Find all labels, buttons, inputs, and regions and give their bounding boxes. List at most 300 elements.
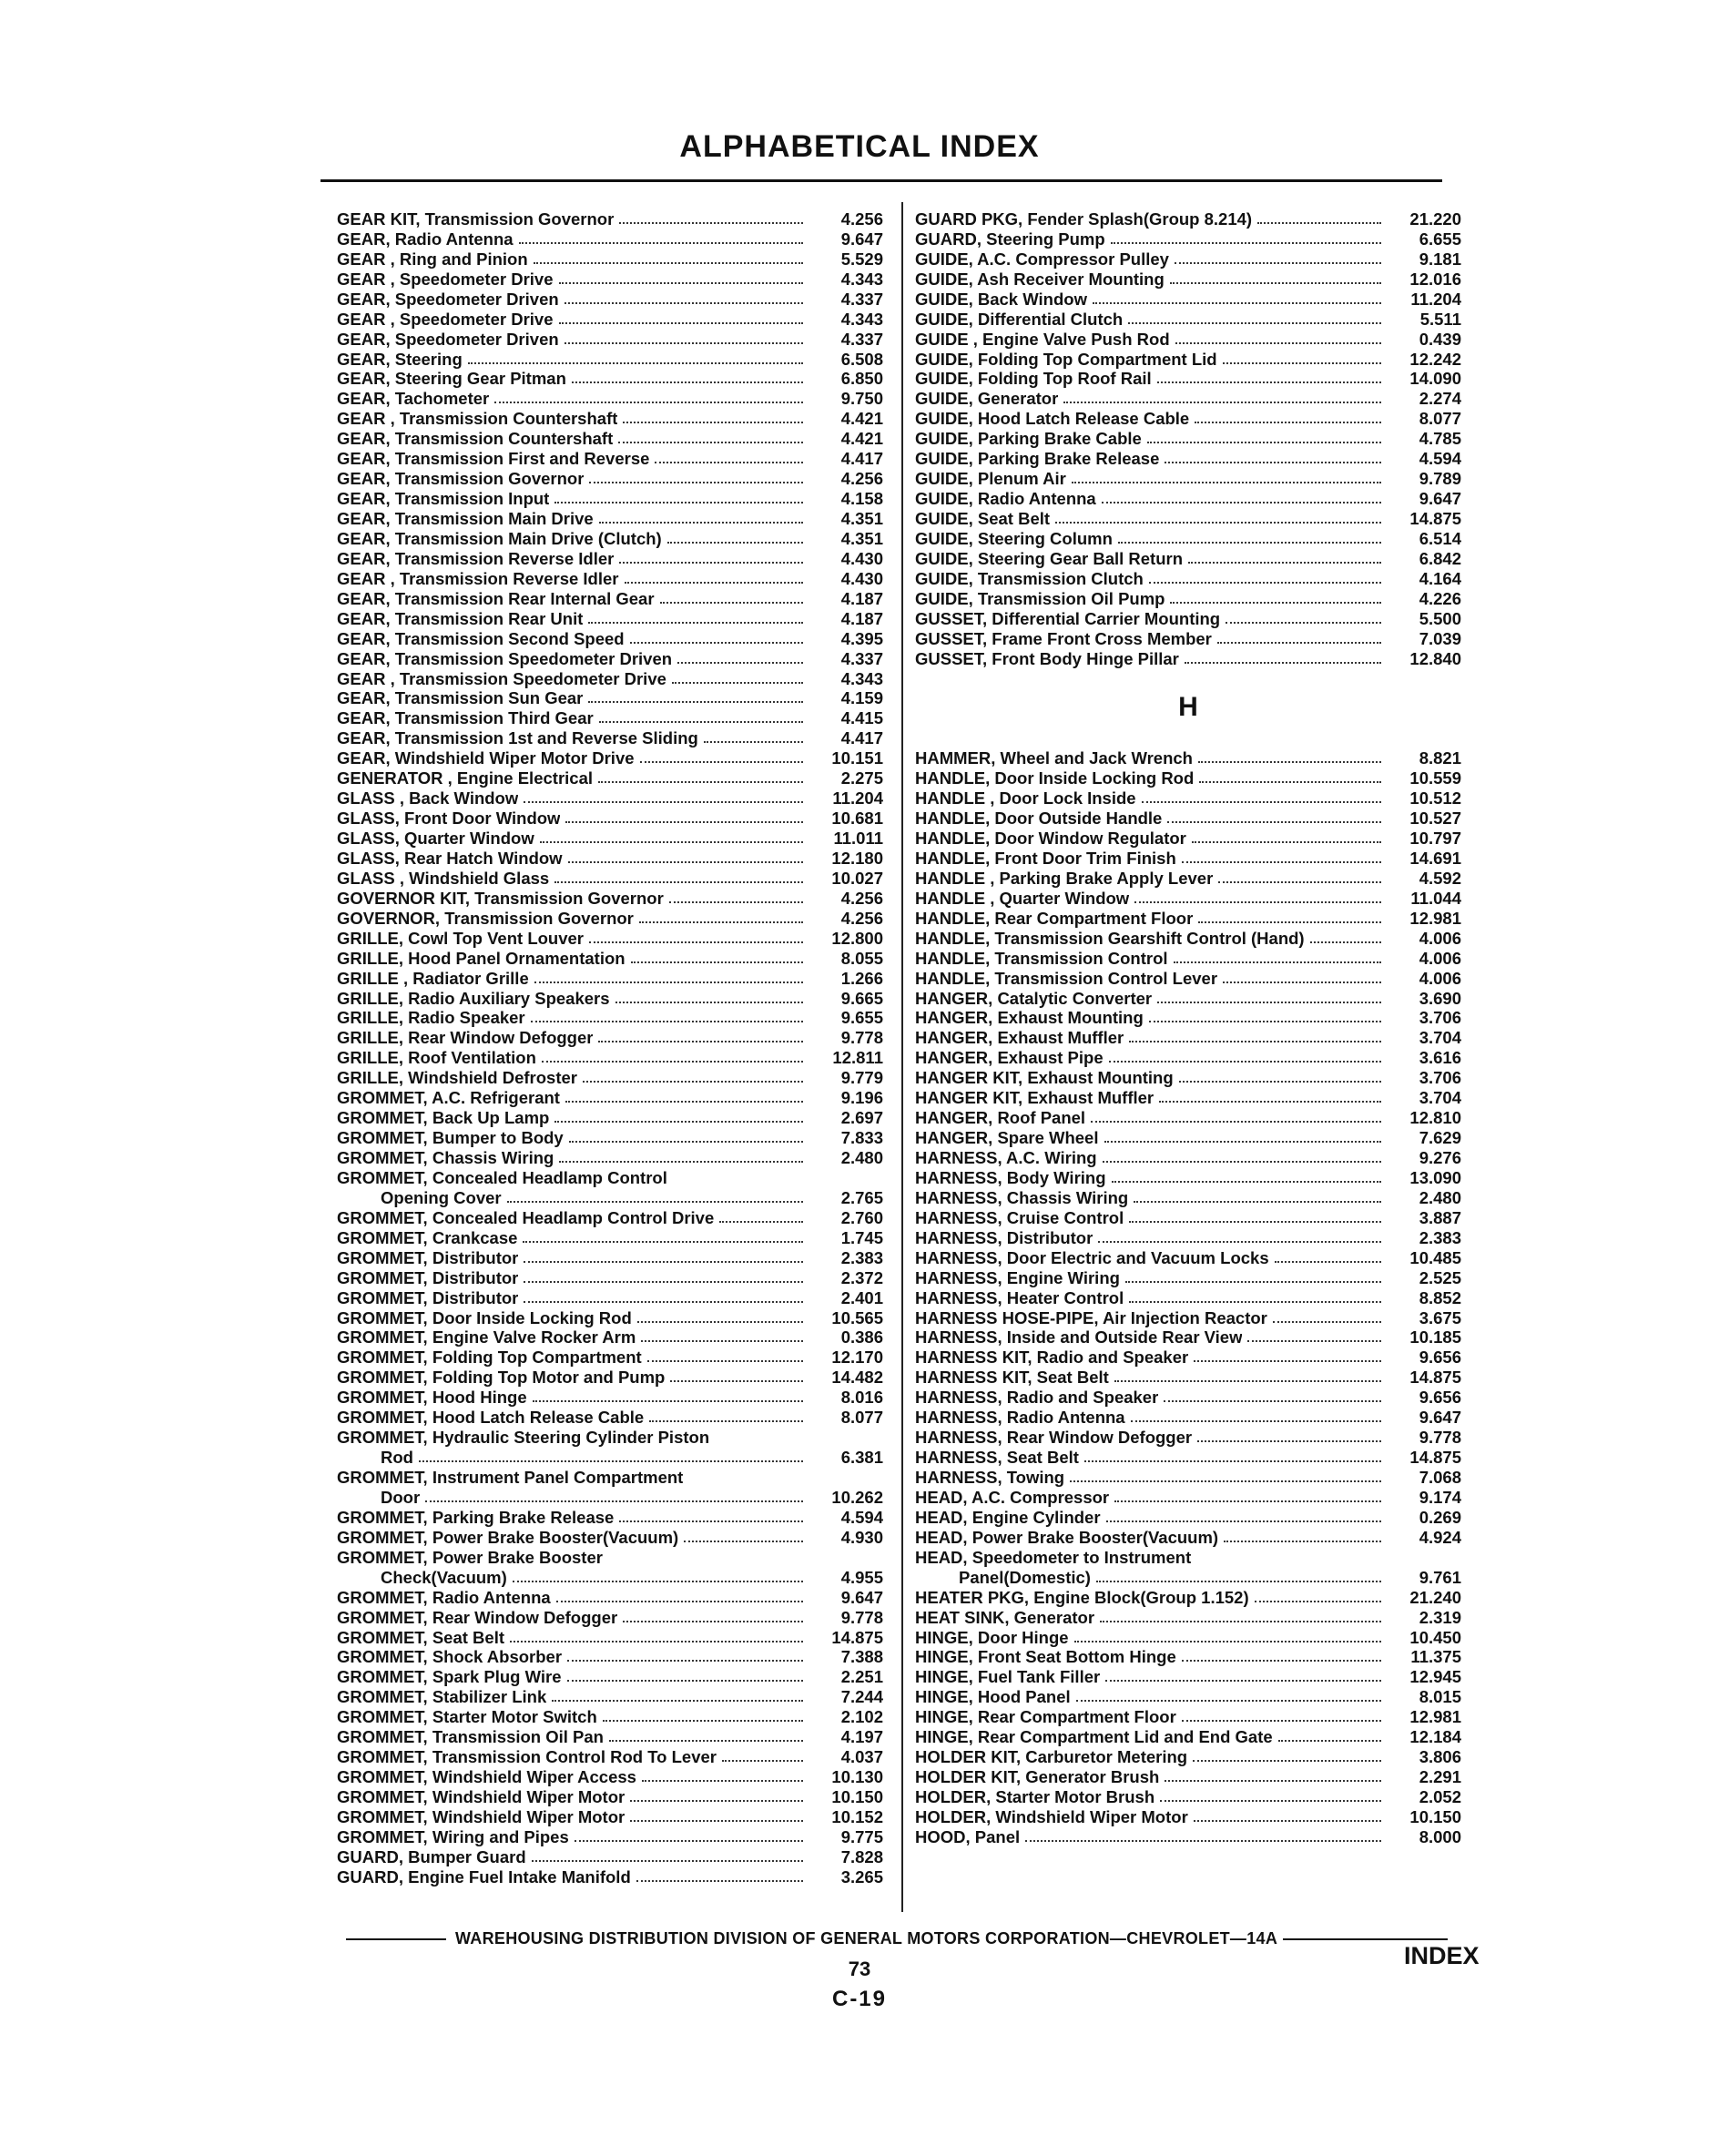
entry-reference-number: 9.789 (1419, 469, 1461, 489)
dot-leader (531, 1021, 803, 1022)
dot-leader (1194, 1360, 1381, 1362)
index-entry (915, 488, 1461, 508)
entry-name: GUIDE, Steering Gear Ball Return (915, 549, 1184, 568)
entry-name: GROMMET, Windshield Wiper Motor (337, 1807, 626, 1826)
dot-leader (1129, 1041, 1381, 1042)
index-entry (337, 1587, 883, 1607)
entry-name: GROMMET, Concealed Headlamp Control Drive (337, 1208, 715, 1227)
dot-leader (619, 1520, 803, 1522)
entry-name: HINGE, Door Hinge (915, 1628, 1069, 1647)
dot-leader (603, 1720, 803, 1722)
entry-name: GROMMET, Spark Plug Wire (337, 1668, 562, 1687)
entry-name: GOVERNOR, Transmission Governor (337, 909, 634, 928)
index-entry (337, 1147, 883, 1167)
index-entry (915, 1786, 1461, 1806)
index-entry (337, 548, 883, 568)
entry-name: GLASS , Windshield Glass (337, 869, 550, 888)
entry-name: GROMMET, Engine Valve Rocker Arm (337, 1328, 636, 1348)
entry-reference-number: 2.401 (840, 1287, 883, 1307)
entry-reference-number: 8.077 (840, 1408, 883, 1428)
entry-reference-number: 12.981 (1409, 908, 1461, 928)
index-entry (915, 1027, 1461, 1047)
index-entry (337, 1686, 883, 1706)
entry-reference-number: 5.529 (840, 249, 883, 269)
index-entry (915, 1527, 1461, 1547)
index-entry (337, 448, 883, 468)
dot-leader (649, 1420, 803, 1422)
entry-name: GROMMET, A.C. Refrigerant (337, 1089, 560, 1108)
entry-name: GRILLE , Radiator Grille (337, 969, 529, 988)
entry-name: GUSSET, Front Body Hinge Pillar (915, 649, 1179, 668)
entry-reference-number: 9.761 (1419, 1567, 1461, 1587)
dot-leader (639, 921, 803, 923)
dot-leader (1198, 921, 1381, 923)
entry-reference-number: 6.514 (1419, 528, 1461, 548)
entry-reference-number: 2.275 (840, 768, 883, 788)
entry-name: GEAR, Transmission Speedometer Driven (337, 649, 673, 668)
index-entry (915, 309, 1461, 329)
index-entry (337, 428, 883, 448)
entry-reference-number: 2.372 (840, 1267, 883, 1287)
index-entry (337, 648, 883, 668)
entry-reference-number: 9.778 (1419, 1428, 1461, 1448)
entry-name: GEAR, Transmission Third Gear (337, 709, 594, 728)
index-entry (337, 707, 883, 727)
index-entry (915, 1127, 1461, 1147)
index-entry (337, 1766, 883, 1786)
entry-name: GEAR, Transmission First and Reverse (337, 450, 650, 469)
index-entry (337, 528, 883, 548)
entry-reference-number: 2.525 (1419, 1267, 1461, 1287)
index-entry (915, 888, 1461, 908)
dot-leader (565, 1101, 803, 1103)
dot-leader (637, 1321, 803, 1323)
entry-name: GEAR, Steering (337, 350, 463, 369)
index-entry (337, 568, 883, 588)
publisher-line: WAREHOUSING DISTRIBUTION DIVISION OF GENERAL MOTORS CORPORATION—CHEVROLET—14A (455, 1929, 1278, 1948)
entry-name: GROMMET, Distributor (337, 1268, 519, 1287)
dot-leader (1074, 1641, 1381, 1642)
entry-reference-number: 4.343 (840, 668, 883, 688)
entry-reference-number: 14.090 (1409, 369, 1461, 389)
entry-name: HANGER KIT, Exhaust Mounting (915, 1069, 1174, 1088)
index-entry (337, 1387, 883, 1407)
entry-reference-number: 4.037 (840, 1747, 883, 1767)
entry-reference-number: 7.244 (840, 1687, 883, 1707)
entry-reference-number: 4.159 (840, 688, 883, 708)
entry-name: HARNESS, Distributor (915, 1228, 1093, 1247)
entry-reference-number: 4.164 (1419, 568, 1461, 588)
dot-leader (684, 1541, 803, 1542)
dot-leader (589, 941, 803, 943)
entry-name: GEAR, Transmission Governor (337, 470, 585, 489)
index-entry (337, 229, 883, 249)
entry-reference-number: 12.184 (1409, 1727, 1461, 1747)
dot-leader (630, 1820, 803, 1822)
dot-leader (1175, 262, 1381, 264)
entry-reference-number: 14.875 (831, 1627, 883, 1647)
entry-name: GEAR , Transmission Countershaft (337, 410, 618, 429)
index-entry (337, 1427, 883, 1447)
entry-name: Rod (381, 1449, 413, 1468)
index-entry (915, 468, 1461, 488)
entry-name: HARNESS, Heater Control (915, 1288, 1124, 1307)
entry-reference-number: 7.828 (840, 1846, 883, 1866)
entry-reference-number: 4.594 (840, 1507, 883, 1527)
entry-name: HANGER, Roof Panel (915, 1109, 1086, 1128)
entry-name: HINGE, Front Seat Bottom Hinge (915, 1648, 1176, 1667)
dot-leader (1105, 1680, 1381, 1682)
entry-name: Door (381, 1488, 421, 1507)
index-entry (337, 269, 883, 289)
entry-reference-number: 10.185 (1409, 1327, 1461, 1348)
index-entry (337, 1127, 883, 1147)
entry-reference-number: 12.800 (831, 928, 883, 948)
entry-name: GRILLE, Rear Window Defogger (337, 1029, 594, 1048)
entry-reference-number: 2.319 (1419, 1607, 1461, 1627)
entry-reference-number: 4.430 (840, 548, 883, 568)
index-entry (337, 1187, 883, 1207)
entry-reference-number: 12.840 (1409, 648, 1461, 668)
entry-reference-number: 4.006 (1419, 968, 1461, 988)
entry-reference-number: 4.430 (840, 568, 883, 588)
entry-name: Check(Vacuum) (381, 1568, 507, 1587)
entry-name: GEAR, Transmission Second Speed (337, 629, 625, 648)
entry-reference-number: 4.415 (840, 708, 883, 728)
entry-name: HOLDER KIT, Generator Brush (915, 1768, 1160, 1787)
entry-reference-number: 6.381 (840, 1448, 883, 1468)
index-entry (337, 1347, 883, 1367)
index-entry (915, 948, 1461, 968)
index-entry (337, 468, 883, 488)
page-number: 73 (848, 1958, 871, 1980)
dot-leader (1091, 1121, 1381, 1123)
entry-name: GEAR, Transmission Reverse Idler (337, 549, 615, 568)
entry-name: HARNESS, Cruise Control (915, 1208, 1124, 1227)
entry-reference-number: 12.811 (832, 1048, 883, 1068)
dot-leader (1179, 1081, 1381, 1083)
dot-leader (468, 362, 803, 364)
entry-reference-number: 4.256 (840, 469, 883, 489)
dot-leader (1310, 941, 1381, 943)
entry-name: GLASS, Front Door Window (337, 809, 561, 829)
entry-reference-number: 2.765 (840, 1187, 883, 1207)
entry-name: GUSSET, Differential Carrier Mounting (915, 609, 1221, 628)
entry-reference-number: 8.821 (1419, 748, 1461, 768)
entry-name: HINGE, Fuel Tank Filler (915, 1668, 1101, 1687)
index-entry (915, 1746, 1461, 1766)
entry-name: GEAR , Transmission Speedometer Drive (337, 669, 666, 688)
index-entry (337, 369, 883, 389)
dot-leader (1096, 1581, 1381, 1582)
entry-reference-number: 11.204 (1410, 289, 1461, 309)
dot-leader (510, 1641, 803, 1642)
entry-reference-number: 3.706 (1419, 1008, 1461, 1028)
entry-name: Opening Cover (381, 1188, 502, 1207)
entry-name: GROMMET, Hydraulic Steering Cylinder Piston (337, 1429, 710, 1448)
entry-reference-number: 9.778 (840, 1028, 883, 1048)
dot-leader (623, 422, 803, 423)
entry-reference-number: 21.240 (1409, 1587, 1461, 1607)
entry-name: HOOD, Panel (915, 1827, 1021, 1846)
dot-leader (623, 1621, 803, 1622)
index-entry (915, 788, 1461, 808)
index-entry (915, 1447, 1461, 1467)
entry-reference-number: 11.011 (833, 829, 883, 848)
entry-reference-number: 4.924 (1419, 1527, 1461, 1547)
entry-reference-number: 4.226 (1419, 588, 1461, 608)
entry-reference-number: 4.256 (840, 208, 883, 229)
entry-reference-number: 12.945 (1409, 1667, 1461, 1687)
dot-leader (1084, 1460, 1381, 1462)
entry-name: GUIDE, Back Window (915, 290, 1087, 309)
entry-reference-number: 10.485 (1409, 1247, 1461, 1267)
dot-leader (1164, 1400, 1381, 1402)
entry-name: HARNESS, Chassis Wiring (915, 1188, 1129, 1207)
dot-leader (559, 322, 804, 324)
dot-leader (1194, 1820, 1381, 1822)
entry-name: GUARD, Engine Fuel Intake Manifold (337, 1867, 631, 1886)
index-entry (337, 628, 883, 648)
entry-reference-number: 4.337 (840, 329, 883, 349)
entry-reference-number: 2.480 (1419, 1187, 1461, 1207)
index-entry (915, 1487, 1461, 1507)
dot-leader (1217, 642, 1381, 644)
page-title: ALPHABETICAL INDEX (679, 129, 1040, 164)
entry-reference-number: 10.151 (831, 748, 883, 768)
entry-reference-number: 6.655 (1419, 229, 1461, 249)
title-rule (320, 179, 1442, 182)
dot-leader (722, 1760, 803, 1762)
entry-reference-number: 9.174 (1419, 1487, 1461, 1507)
dot-leader (1199, 781, 1381, 783)
entry-name: GUIDE, Ash Receiver Mounting (915, 270, 1165, 289)
entry-name: GEAR, Windshield Wiper Motor Drive (337, 749, 635, 768)
dot-leader (704, 741, 803, 743)
entry-reference-number: 2.251 (840, 1667, 883, 1687)
entry-name: GUIDE, Differential Clutch (915, 310, 1124, 329)
entry-name: HOLDER KIT, Carburetor Metering (915, 1748, 1188, 1767)
entry-name: GROMMET, Windshield Wiper Access (337, 1768, 636, 1787)
entry-reference-number: 10.681 (831, 808, 883, 829)
footer-rule-left (346, 1938, 446, 1940)
entry-name: GEAR, Transmission Main Drive (337, 510, 594, 528)
entry-name: HANDLE, Front Door Trim Finish (915, 849, 1176, 868)
entry-name: GROMMET, Instrument Panel Compartment (337, 1469, 684, 1487)
entry-reference-number: 11.375 (1410, 1647, 1461, 1667)
entry-reference-number: 4.785 (1419, 429, 1461, 449)
entry-name: GUIDE, Steering Column (915, 529, 1113, 548)
entry-name: HARNESS, Rear Window Defogger (915, 1429, 1193, 1448)
index-entry (337, 668, 883, 688)
dot-leader (565, 302, 803, 304)
dot-leader (1174, 961, 1381, 963)
entry-name: GEAR, Transmission Main Drive (Clutch) (337, 529, 662, 548)
index-entry (337, 688, 883, 708)
entry-reference-number: 4.256 (840, 908, 883, 928)
dot-leader (524, 1281, 803, 1283)
entry-name: GEAR, Tachometer (337, 390, 490, 409)
entry-name: GUIDE, Radio Antenna (915, 490, 1096, 509)
index-entry (915, 1547, 1461, 1567)
index-entry (337, 1627, 883, 1647)
entry-name: HEAD, Speedometer to Instrument (915, 1548, 1192, 1567)
index-entry (337, 1846, 883, 1866)
index-entry (337, 1866, 883, 1886)
index-entry (337, 928, 883, 948)
entry-name: GROMMET, Seat Belt (337, 1628, 504, 1647)
index-entry (337, 1087, 883, 1107)
entry-name: GROMMET, Chassis Wiring (337, 1149, 554, 1167)
entry-reference-number: 2.480 (840, 1148, 883, 1167)
dot-leader (575, 1840, 803, 1842)
index-entry (915, 1107, 1461, 1127)
entry-name: HARNESS, Engine Wiring (915, 1268, 1120, 1287)
index-entry (915, 1766, 1461, 1786)
index-entry (337, 1726, 883, 1746)
section-g-continued (915, 208, 1461, 668)
entry-reference-number: 10.027 (831, 868, 883, 888)
dot-leader (1278, 1740, 1381, 1742)
entry-reference-number: 9.196 (840, 1088, 883, 1108)
index-entry (915, 1287, 1461, 1307)
index-entry (915, 1686, 1461, 1706)
dot-leader (1157, 1002, 1381, 1003)
index-column-right (915, 208, 1461, 1846)
entry-name: GEAR, Speedometer Driven (337, 290, 559, 309)
entry-reference-number: 6.850 (840, 369, 883, 389)
entry-name: GLASS, Quarter Window (337, 829, 534, 848)
index-entry (915, 208, 1461, 229)
index-entry (915, 528, 1461, 548)
dot-leader (559, 282, 804, 284)
dot-leader (1226, 622, 1381, 624)
entry-name: GROMMET, Folding Top Motor and Pump (337, 1368, 666, 1388)
entry-name: GEAR , Ring and Pinion (337, 249, 528, 269)
dot-leader (1111, 242, 1381, 244)
index-entry (915, 1726, 1461, 1746)
entry-name: HEAT SINK, Generator (915, 1608, 1095, 1627)
index-entry (337, 1067, 883, 1087)
entry-reference-number: 10.559 (1409, 768, 1461, 788)
index-entry (915, 329, 1461, 349)
index-entry (337, 1467, 883, 1487)
dot-leader (554, 1121, 803, 1123)
entry-reference-number: 7.833 (840, 1128, 883, 1148)
index-entry (337, 1167, 883, 1187)
index-entry (337, 808, 883, 828)
entry-reference-number: 9.647 (1419, 489, 1461, 509)
index-entry (337, 988, 883, 1008)
entry-reference-number: 10.565 (831, 1307, 883, 1327)
index-entry (915, 1147, 1461, 1167)
dot-leader (1198, 761, 1381, 763)
index-entry (915, 269, 1461, 289)
dot-leader (630, 1800, 803, 1802)
dot-leader (1167, 821, 1381, 823)
entry-reference-number: 4.343 (840, 309, 883, 329)
dot-leader (1072, 482, 1381, 483)
entry-name: HANDLE, Door Inside Locking Rod (915, 769, 1195, 788)
index-entry (915, 428, 1461, 448)
entry-name: HINGE, Rear Compartment Lid and End Gate (915, 1728, 1273, 1747)
entry-reference-number: 6.508 (840, 349, 883, 369)
dot-leader (507, 1201, 803, 1203)
entry-reference-number: 8.015 (1419, 1687, 1461, 1707)
dot-leader (1142, 801, 1381, 803)
index-entry (915, 1047, 1461, 1067)
entry-reference-number: 21.220 (1409, 208, 1461, 229)
entry-name: GEAR, Transmission Countershaft (337, 430, 614, 449)
entry-reference-number: 12.981 (1409, 1707, 1461, 1727)
index-entry (915, 448, 1461, 468)
dot-leader (554, 502, 803, 503)
entry-reference-number: 4.395 (840, 628, 883, 648)
entry-name: GUIDE, Parking Brake Cable (915, 430, 1142, 449)
entry-reference-number: 2.760 (840, 1207, 883, 1227)
dot-leader (1104, 1141, 1382, 1143)
entry-reference-number: 3.706 (1419, 1068, 1461, 1088)
dot-leader (524, 801, 803, 803)
entry-reference-number: 4.343 (840, 269, 883, 289)
index-entry (915, 249, 1461, 269)
index-entry (915, 608, 1461, 628)
index-entry (915, 1167, 1461, 1187)
entry-reference-number: 10.150 (1409, 1806, 1461, 1826)
dot-leader (567, 1680, 803, 1682)
entry-reference-number: 2.291 (1419, 1767, 1461, 1787)
entry-name: GEAR, Transmission Input (337, 490, 550, 509)
dot-leader (556, 1601, 803, 1602)
dot-leader (599, 721, 803, 723)
entry-reference-number: 6.842 (1419, 548, 1461, 568)
entry-reference-number: 0.386 (840, 1327, 883, 1348)
entry-reference-number: 14.875 (1409, 1448, 1461, 1468)
index-entry (337, 848, 883, 868)
entry-name: GUIDE, Seat Belt (915, 510, 1051, 528)
dot-leader (655, 462, 803, 463)
index-entry (915, 1706, 1461, 1726)
index-entry (915, 1826, 1461, 1846)
entry-reference-number: 9.647 (840, 229, 883, 249)
entry-reference-number: 3.616 (1419, 1048, 1461, 1068)
dot-leader (1100, 1621, 1381, 1622)
index-entry (337, 1027, 883, 1047)
entry-name: HANDLE, Transmission Gearshift Control (Hand) (915, 929, 1305, 948)
entry-name: GEAR, Transmission 1st and Reverse Sliding (337, 729, 698, 748)
index-entry (337, 388, 883, 408)
dot-leader (1102, 502, 1381, 503)
entry-reference-number: 4.197 (840, 1727, 883, 1747)
entry-name: GROMMET, Rear Window Defogger (337, 1608, 618, 1627)
entry-reference-number: 5.500 (1419, 608, 1461, 628)
entry-reference-number: 14.691 (1409, 848, 1461, 868)
entry-name: HARNESS, Towing (915, 1469, 1065, 1488)
entry-name: HANDLE, Door Window Regulator (915, 829, 1186, 849)
entry-reference-number: 3.675 (1419, 1307, 1461, 1327)
dot-leader (1118, 542, 1381, 544)
dot-leader (567, 1660, 803, 1662)
index-entry (915, 1647, 1461, 1667)
dot-leader (1170, 282, 1381, 284)
entry-name: GEAR, Steering Gear Pitman (337, 370, 566, 389)
entry-reference-number: 11.204 (832, 788, 883, 808)
dot-leader (1093, 302, 1381, 304)
entry-reference-number: 1.745 (840, 1227, 883, 1247)
index-entry (915, 1367, 1461, 1387)
dot-leader (533, 1400, 803, 1402)
section-label: INDEX (1404, 1942, 1480, 1969)
